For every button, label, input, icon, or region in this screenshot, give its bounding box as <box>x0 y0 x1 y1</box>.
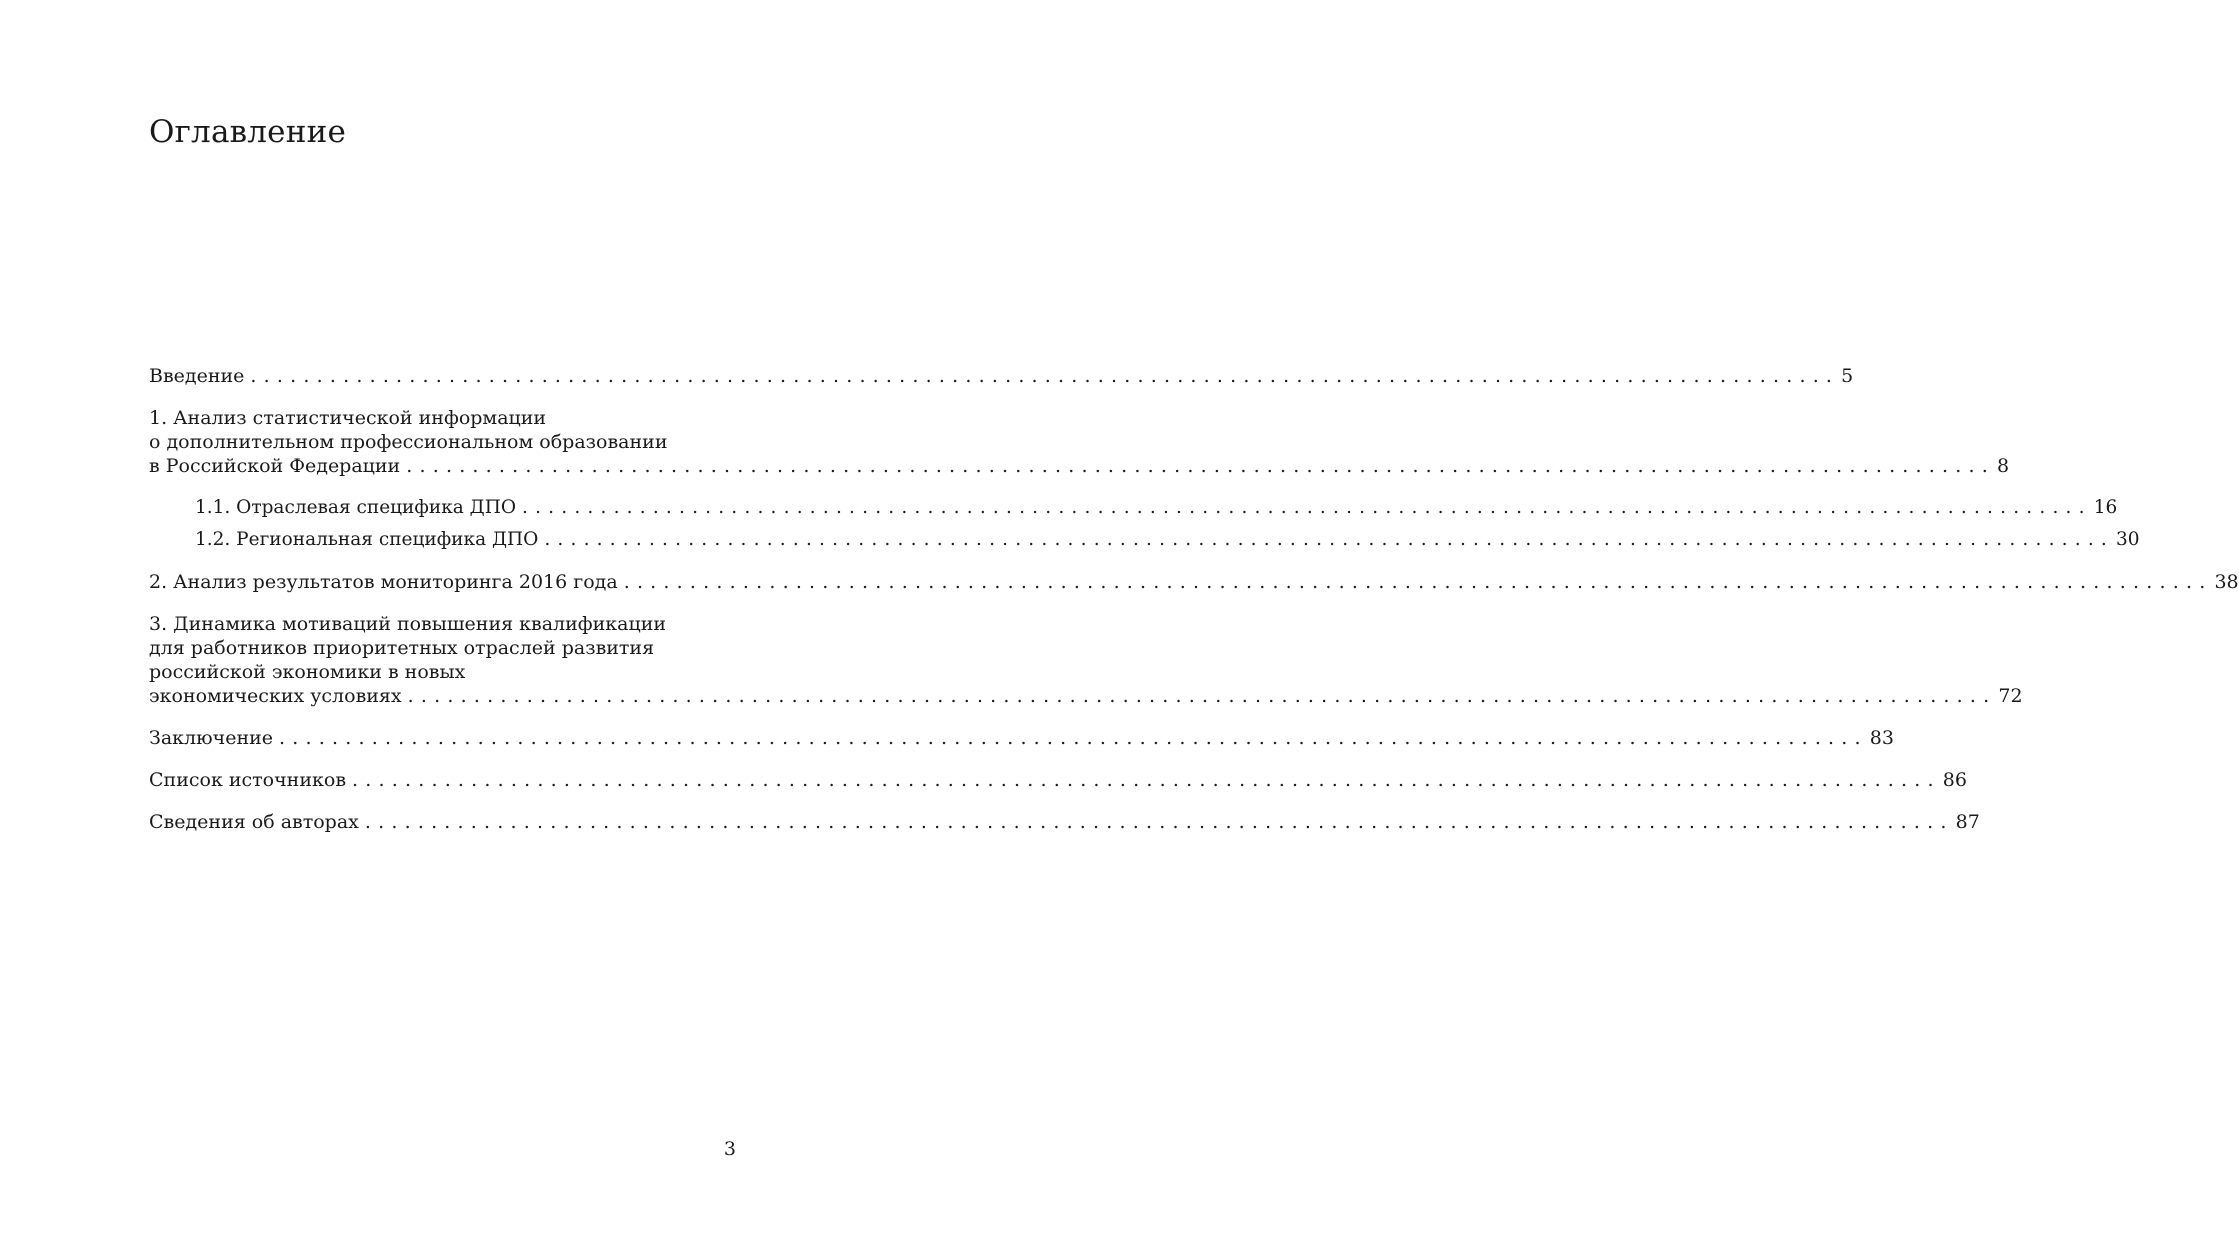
toc-entry-title-line: для работников приоритетных отраслей развития <box>149 637 655 659</box>
toc-page-number: 38 <box>2214 571 2239 593</box>
toc-entry-title: Введение <box>149 365 245 387</box>
toc-entry-authors[interactable] <box>149 810 1980 834</box>
toc-entry-title-line: 1. Анализ статистической информации <box>149 407 547 429</box>
page-title: Оглавление <box>149 114 346 150</box>
toc-page-number: 86 <box>1942 769 1967 791</box>
toc-entry-chapter-3[interactable] <box>149 612 2023 708</box>
toc-entry-title: Заключение <box>149 727 274 749</box>
toc-entry-title: 1.1. Отраслевая специфика ДПО <box>195 497 517 518</box>
page-number: 3 <box>723 1138 736 1160</box>
dot-leader: ........................................................................................................................ <box>364 811 1954 833</box>
toc-entry-title-line: в Российской Федерации <box>149 455 401 477</box>
toc-page-number: 16 <box>2093 497 2118 518</box>
toc-entry-title-line: российской экономики в новых <box>149 661 466 683</box>
toc-entry-references[interactable] <box>149 768 1967 792</box>
dot-leader: ........................................................................................................................ <box>250 365 1840 387</box>
toc-page-number: 87 <box>1955 811 1980 833</box>
dot-leader: ........................................................................................................................ <box>352 769 1941 791</box>
toc-page-number: 30 <box>2116 529 2140 550</box>
toc-entry-introduction[interactable] <box>149 364 1854 388</box>
table-of-contents <box>149 364 2239 852</box>
toc-entry-title-line: о дополнительном профессиональном образовании <box>149 431 668 453</box>
toc-page-number: 8 <box>1996 455 2010 477</box>
dot-leader: ........................................................................................................................ <box>522 497 2092 518</box>
dot-leader: ........................................................................................................................ <box>623 571 2213 593</box>
toc-entry-section-1-2[interactable] <box>195 528 2140 552</box>
toc-entry-chapter-2[interactable] <box>149 570 2239 594</box>
toc-entry-title: 2. Анализ результатов мониторинга 2016 года <box>149 571 618 593</box>
toc-entry-title-line: 3. Динамика мотиваций повышения квалификации <box>149 613 667 635</box>
dot-leader: ........................................................................................................................ <box>544 529 2115 550</box>
toc-entry-title: Сведения об авторах <box>149 811 359 833</box>
toc-entry-title: Список источников <box>149 769 347 791</box>
toc-entry-title-line: экономических условиях <box>149 685 402 707</box>
toc-page-number: 5 <box>1841 365 1854 387</box>
dot-leader: ........................................................................................................................ <box>279 727 1868 749</box>
toc-page-number: 83 <box>1869 727 1894 749</box>
toc-entry-chapter-1[interactable] <box>149 406 2010 478</box>
dot-leader: ........................................................................................................................ <box>407 685 1997 707</box>
toc-entry-title: 1.2. Региональная специфика ДПО <box>195 529 539 550</box>
toc-entry-section-1-1[interactable] <box>195 496 2118 520</box>
dot-leader: ........................................................................................................................ <box>406 455 1995 477</box>
toc-entry-conclusion[interactable] <box>149 726 1894 750</box>
toc-page-number: 72 <box>1998 685 2023 707</box>
